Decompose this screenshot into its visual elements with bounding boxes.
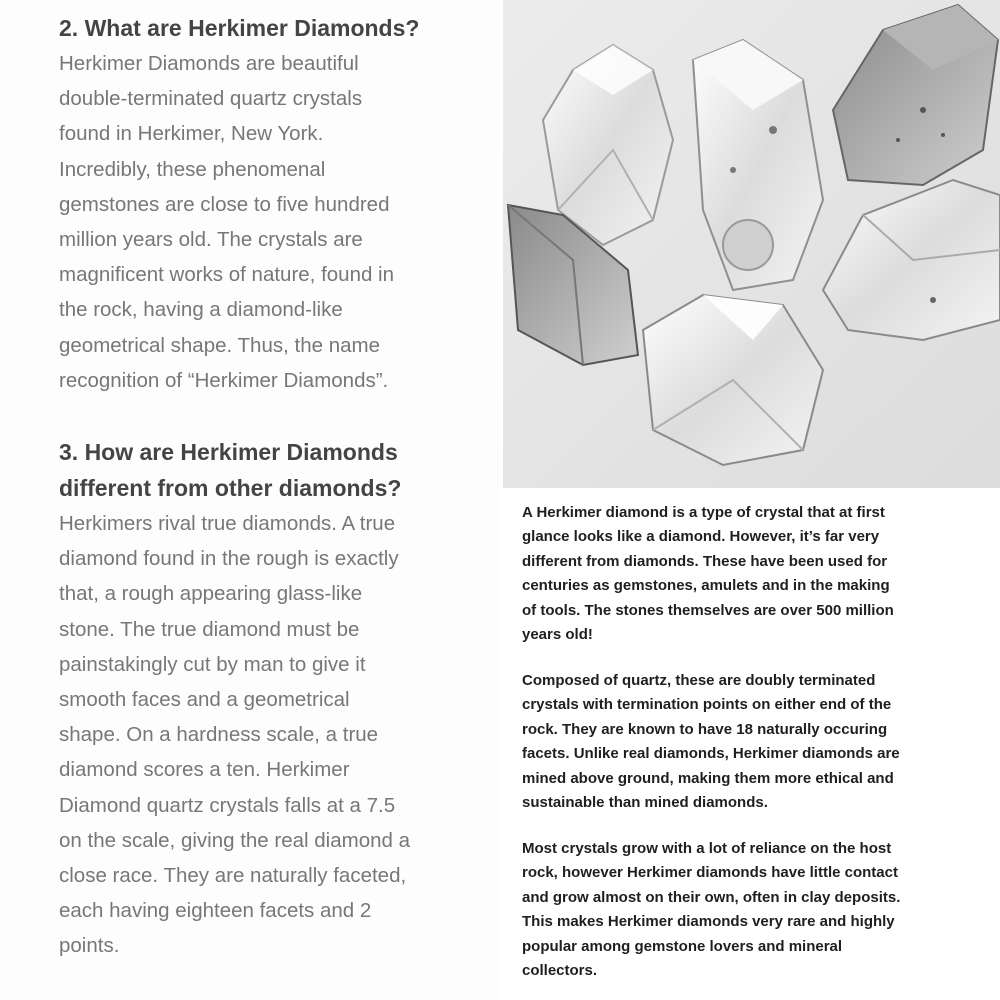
caption-line: Composed of quartz, these are doubly terminated	[522, 672, 876, 689]
text-line: found in Herkimer, New York.	[59, 122, 324, 146]
caption-line: A Herkimer diamond is a type of crystal that at first	[522, 504, 885, 521]
article-content	[59, 10, 489, 964]
text-line: each having eighteen facets and 2	[59, 899, 372, 923]
text-line: diamond found in the rough is exactly	[59, 547, 399, 571]
text-line: shape. On a hardness scale, a true	[59, 723, 379, 747]
caption-paragraph-3	[522, 837, 982, 983]
text-line: Herkimer Diamonds are beautiful	[59, 52, 359, 75]
section-3-paragraph	[59, 506, 489, 964]
crystal-illustration	[503, 0, 1000, 488]
caption-line: and grow almost on their own, often in clay deposits.	[522, 888, 901, 906]
caption-line: Most crystals grow with a lot of reliance on the host	[522, 840, 892, 857]
section-2-paragraph	[59, 46, 489, 398]
heading-line: 3. How are Herkimer Diamonds	[59, 439, 398, 466]
caption-paragraph-2	[522, 669, 982, 815]
text-line: points.	[59, 934, 120, 958]
caption-line: of tools. The stones themselves are over 500 million	[522, 601, 894, 619]
text-line: recognition of “Herkimer Diamonds”.	[59, 368, 389, 392]
caption-line: facets. Unlike real diamonds, Herkimer diamonds are	[522, 745, 900, 763]
caption-line: mined above ground, making them more ethical and	[522, 769, 894, 787]
caption-line: collectors.	[522, 962, 598, 980]
section-3-heading	[59, 434, 489, 506]
caption-paragraph-1	[522, 501, 982, 647]
text-line: painstakingly cut by man to give it	[59, 652, 366, 676]
section-spacer	[59, 398, 489, 434]
text-line: smooth faces and a geometrical	[59, 688, 350, 712]
caption-line: centuries as gemstones, amulets and in the making	[522, 577, 890, 595]
caption-line: rock. They are known to have 18 naturally occuring	[522, 720, 888, 738]
text-line: Herkimers rival true diamonds. A true	[59, 512, 396, 536]
caption-line: crystals with termination points on either end of the	[522, 696, 892, 714]
text-line: Diamond quartz crystals falls at a 7.5	[59, 793, 396, 817]
text-line: Incredibly, these phenomenal	[59, 157, 326, 181]
text-line: gemstones are close to five hundred	[59, 192, 390, 216]
text-line: that, a rough appearing glass-like	[59, 582, 363, 606]
caption-line: rock, however Herkimer diamonds have little contact	[522, 864, 898, 882]
caption-line: different from diamonds. These have been used for	[522, 552, 888, 570]
text-line: stone. The true diamond must be	[59, 617, 360, 641]
text-line: geometrical shape. Thus, the name	[59, 333, 380, 357]
caption-line: This makes Herkimer diamonds very rare and highly	[522, 913, 895, 931]
caption-line: glance looks like a diamond. However, it’s far very	[522, 528, 880, 546]
text-line: double-terminated quartz crystals	[59, 87, 363, 111]
text-line: million years old. The crystals are	[59, 228, 363, 252]
info-column	[500, 0, 1000, 1000]
caption-line: sustainable than mined diamonds.	[522, 794, 768, 812]
crystal-photo	[503, 0, 1000, 488]
caption-line: years old!	[522, 626, 593, 644]
text-line: diamond scores a ten. Herkimer	[59, 758, 350, 782]
text-line: on the scale, giving the real diamond a	[59, 828, 411, 852]
text-line: close race. They are naturally faceted,	[59, 864, 407, 888]
section-2-heading: 2. What are Herkimer Diamonds?	[59, 15, 420, 41]
heading-line: different from other diamonds?	[59, 475, 402, 502]
text-line: magnificent works of nature, found in	[59, 263, 395, 287]
text-line: the rock, having a diamond-like	[59, 298, 343, 322]
caption-line: popular among gemstone lovers and mineral	[522, 937, 843, 955]
